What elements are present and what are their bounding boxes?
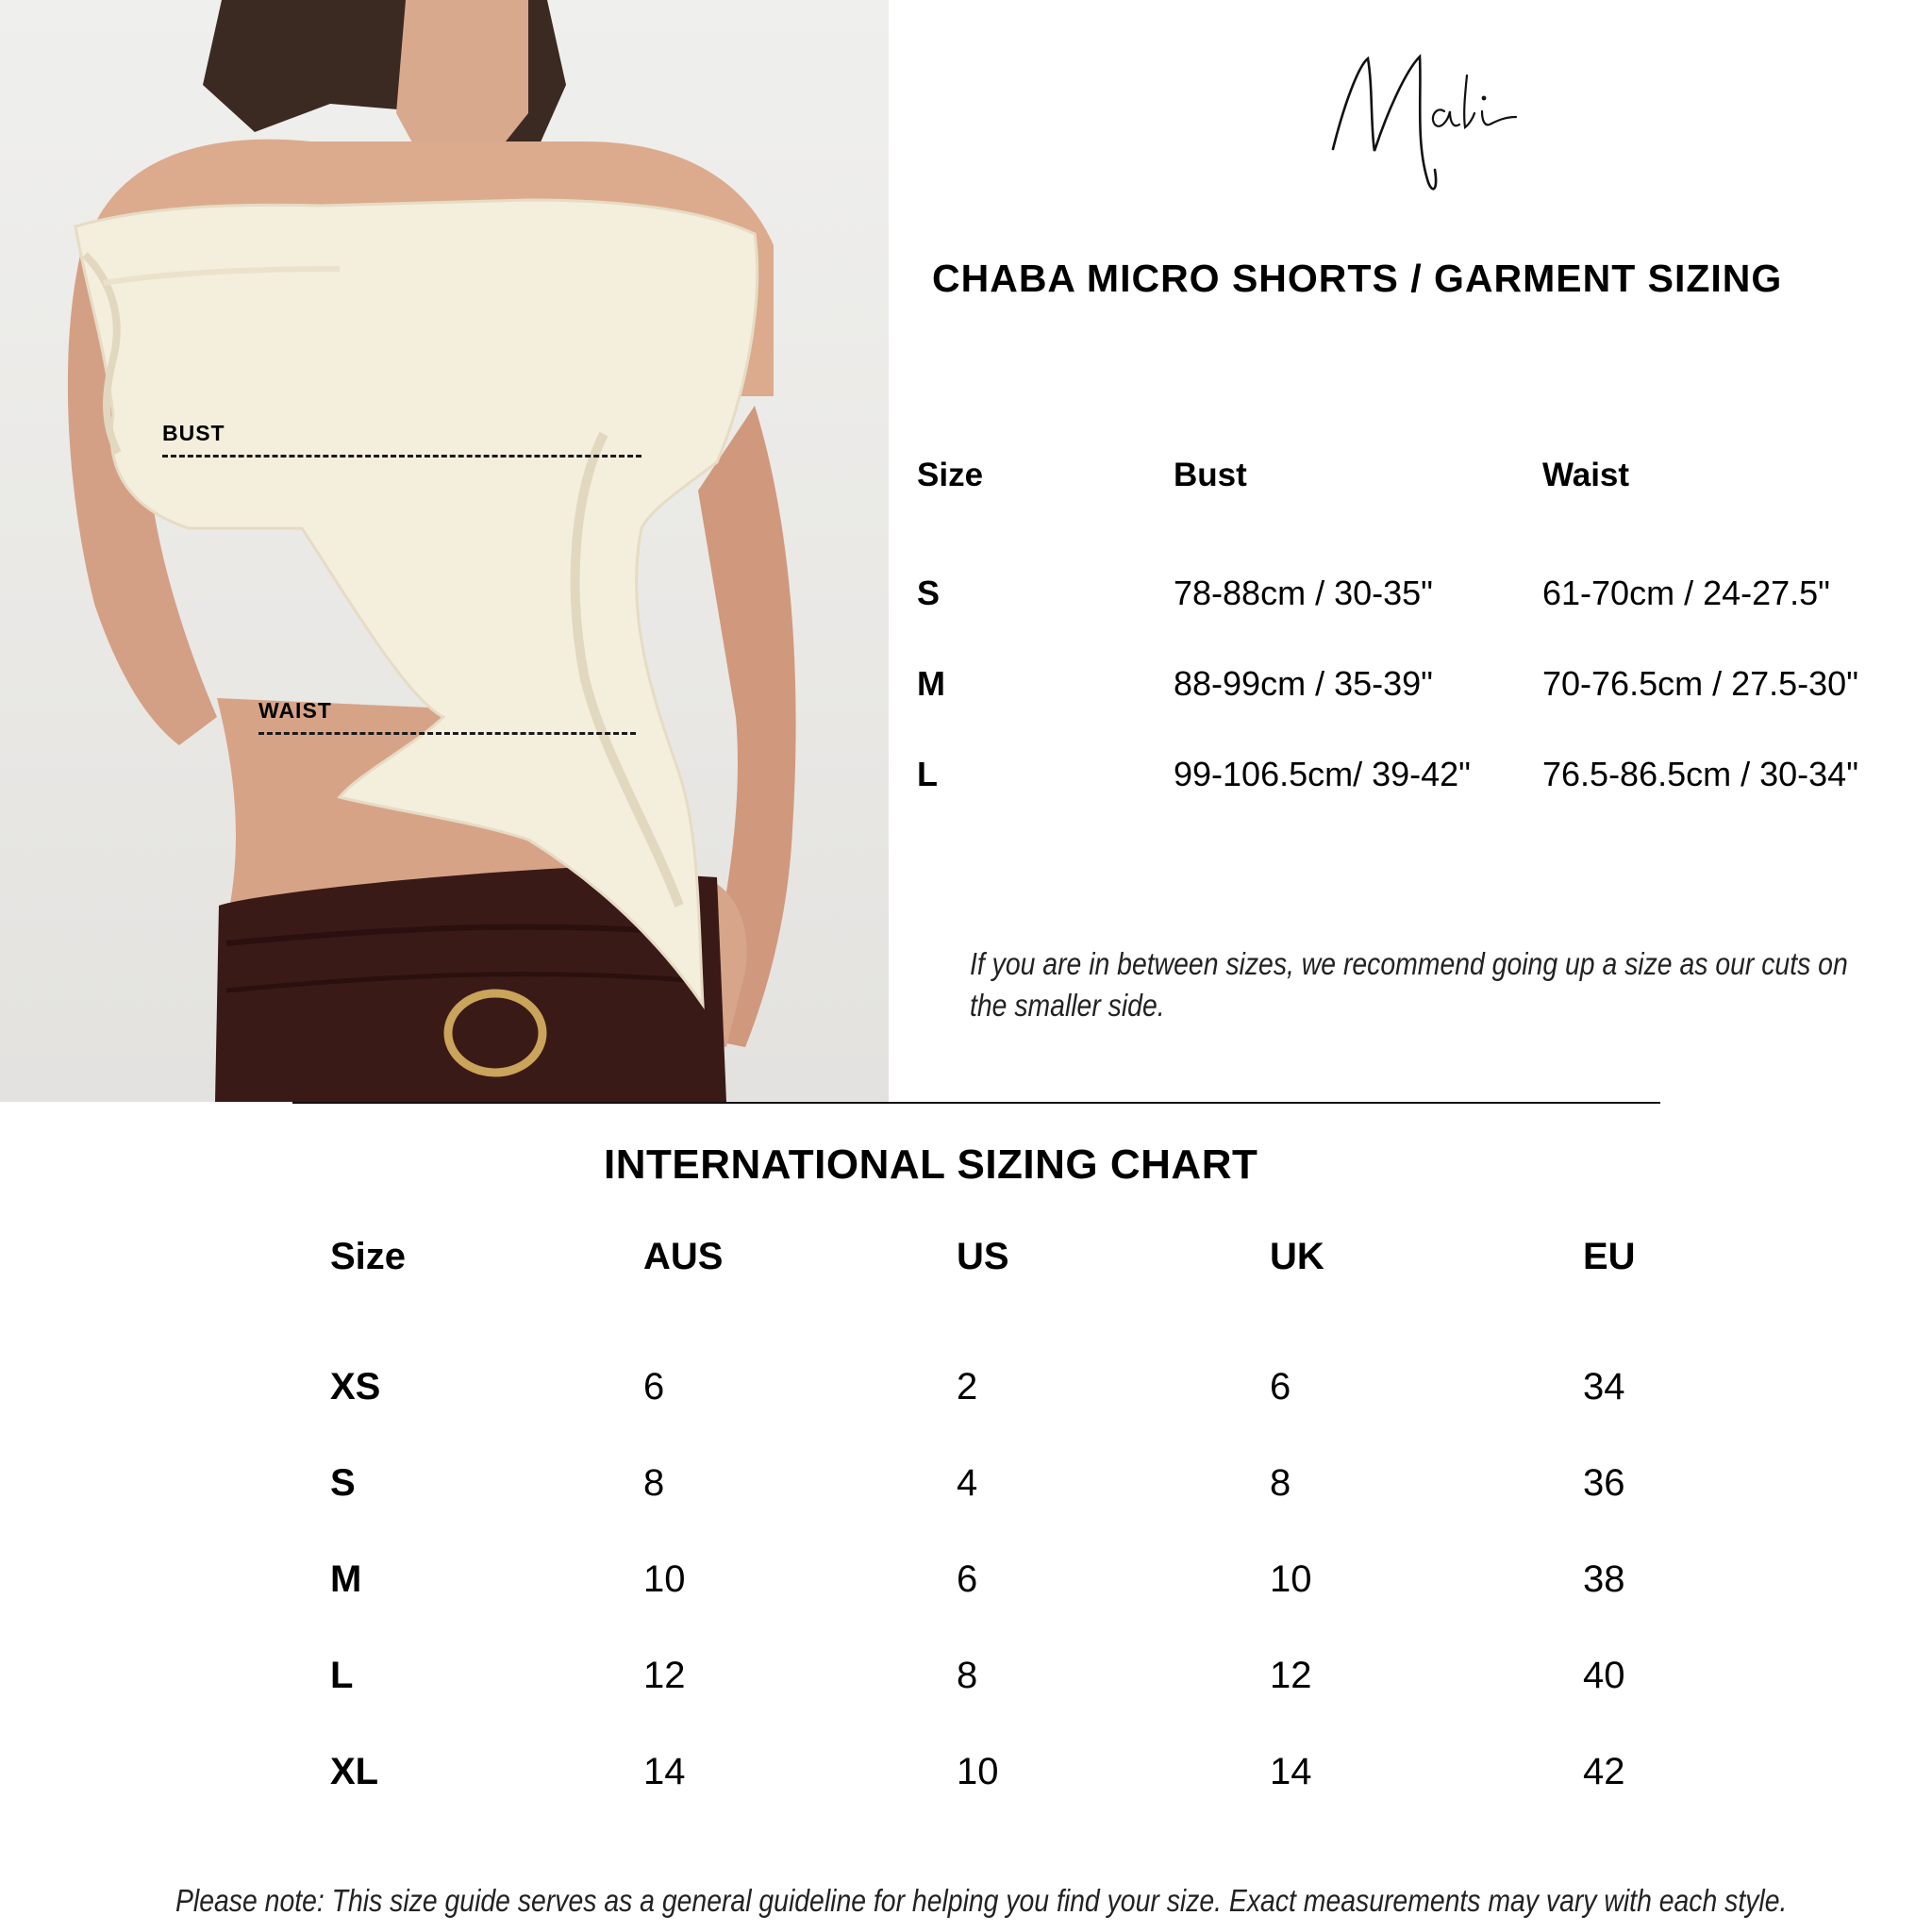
garment-sizing-title: CHABA MICRO SHORTS / GARMENT SIZING [932, 257, 1783, 300]
aus-cell: 6 [643, 1366, 665, 1407]
model-illustration [0, 0, 889, 1102]
waist-cell: 70-76.5cm / 27.5-30" [1542, 664, 1858, 703]
us-cell: 10 [957, 1751, 999, 1792]
size-cell: M [330, 1558, 362, 1600]
waist-measure-line [258, 732, 636, 735]
size-cell: XS [330, 1366, 381, 1407]
eu-cell: 38 [1583, 1558, 1625, 1600]
eu-cell: 40 [1583, 1655, 1625, 1696]
bust-cell: 99-106.5cm/ 39-42" [1174, 755, 1471, 793]
table-header-row [330, 1236, 1698, 1285]
table-row [330, 1751, 1698, 1800]
aus-cell: 12 [643, 1655, 686, 1696]
sizing-recommendation-note: If you are in between sizes, we recommend going up a size as our cuts on the smaller side. [970, 946, 1848, 1023]
size-cell: L [330, 1655, 354, 1696]
header-eu: EU [1583, 1236, 1636, 1277]
aus-cell: 8 [643, 1462, 665, 1504]
bust-label: BUST [162, 421, 225, 445]
size-cell: S [330, 1462, 356, 1504]
header-waist: Waist [1542, 457, 1630, 493]
us-cell: 2 [957, 1366, 978, 1407]
bust-measure-line [162, 455, 641, 458]
footer-note: Please note: This size guide serves as a general guideline for helping you find your size. Exact measurements may vary with each style. [175, 1883, 1788, 1918]
waist-cell: 61-70cm / 24-27.5" [1542, 574, 1830, 612]
table-row [917, 755, 1917, 802]
uk-cell: 14 [1270, 1751, 1312, 1792]
table-row [330, 1558, 1698, 1607]
size-cell: L [917, 755, 938, 793]
waist-label: WAIST [258, 698, 332, 723]
header-uk: UK [1270, 1236, 1324, 1277]
model-photo [0, 0, 889, 1102]
brand-logo [1316, 38, 1542, 208]
international-sizing-title: INTERNATIONAL SIZING CHART [604, 1141, 1258, 1188]
uk-cell: 8 [1270, 1462, 1291, 1504]
size-cell: XL [330, 1751, 379, 1792]
header-size: Size [330, 1236, 407, 1277]
aus-cell: 10 [643, 1558, 686, 1600]
size-cell: S [917, 574, 941, 612]
header-us: US [957, 1236, 1009, 1277]
eu-cell: 36 [1583, 1462, 1625, 1504]
bust-cell: 88-99cm / 35-39" [1174, 664, 1433, 703]
table-row [330, 1655, 1698, 1704]
section-divider [292, 1102, 1660, 1104]
bust-cell: 78-88cm / 30-35" [1174, 574, 1433, 612]
table-row [917, 574, 1917, 621]
header-size: Size [917, 457, 984, 493]
us-cell: 4 [957, 1462, 978, 1504]
aus-cell: 14 [643, 1751, 686, 1792]
eu-cell: 42 [1583, 1751, 1625, 1792]
table-header-row [917, 457, 1917, 504]
us-cell: 6 [957, 1558, 978, 1600]
table-row [917, 664, 1917, 711]
uk-cell: 12 [1270, 1655, 1312, 1696]
header-bust: Bust [1174, 457, 1247, 493]
eu-cell: 34 [1583, 1366, 1625, 1407]
header-aus: AUS [643, 1236, 724, 1277]
us-cell: 8 [957, 1655, 978, 1696]
table-row [330, 1366, 1698, 1415]
table-row [330, 1462, 1698, 1511]
size-cell: M [917, 664, 945, 703]
uk-cell: 10 [1270, 1558, 1312, 1600]
waist-cell: 76.5-86.5cm / 30-34" [1542, 755, 1858, 793]
uk-cell: 6 [1270, 1366, 1291, 1407]
